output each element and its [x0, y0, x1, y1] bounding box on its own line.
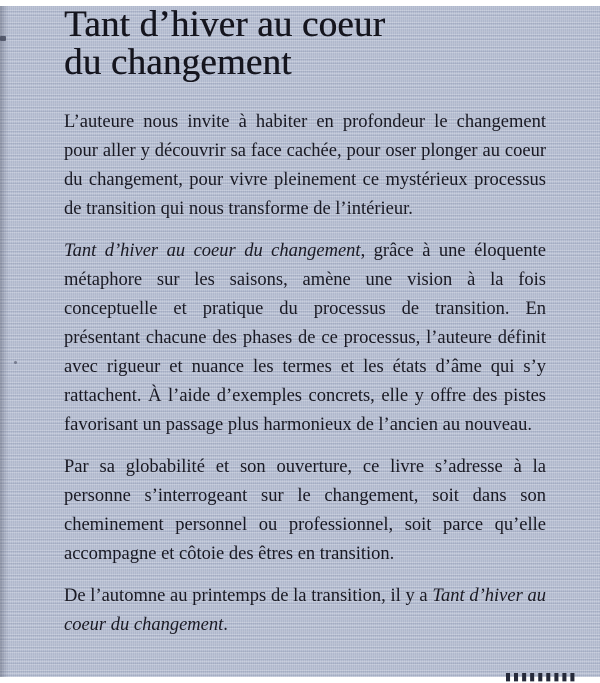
paragraph-closing-period: . [223, 615, 228, 635]
back-cover-text [0, 108, 600, 640]
book-title-inline-italic: Tant d’hiver au coeur du changement [64, 586, 547, 635]
scan-artifact-speck [14, 361, 17, 364]
book-title-line-1: Tant d’hiver au coeur [64, 4, 386, 45]
book-title [64, 6, 546, 82]
paragraph-closing [64, 582, 546, 640]
paragraph-intro-text: L’auteure nous invite à habiter en profondeur le changement pour aller y découvrir sa face cachée, pour oser plonger au coeur du changement, pour vivre pleinement ce mystérieux processus de transition qui nous transforme de l’intérieur. [64, 112, 546, 219]
paragraph-closing-lead: De l’automne au printemps de la transition, il y a [64, 586, 433, 606]
paragraph-audience-text: Par sa globabilité et son ouverture, ce livre s’adresse à la personne s’interrogeant sur le changement, soit dans son cheminement personnel ou professionnel, soit parce qu’elle accompagne et côtoie des êtres en transition. [64, 457, 546, 564]
book-title-line-2: du changement [64, 42, 292, 83]
book-back-cover [0, 4, 600, 683]
clipped-text-fragment [505, 670, 595, 683]
scan-artifact-speck [0, 36, 6, 41]
paragraph-description [64, 237, 546, 440]
paragraph-description-text: , grâce à une éloquente métaphore sur les saisons, amène une vision à la fois conceptuelle et pratique du processus de transition. En présentant chacune des phases de ce processus, l’auteure définit avec rigueur et nuance les termes et les états d’âme qui s’y rattachent. À l’aide d’exemples concrets, elle y offre des pistes favorisant un passage plus harmonieux de l’ancien au nouveau. [64, 241, 546, 435]
paragraph-intro [64, 108, 546, 224]
paragraph-audience [64, 453, 546, 569]
clipped-text-glyphs: ▮▮▮▮▮▮▮▮▮ [505, 670, 578, 683]
book-title-inline-italic: Tant d’hiver au coeur du changement [64, 241, 361, 261]
